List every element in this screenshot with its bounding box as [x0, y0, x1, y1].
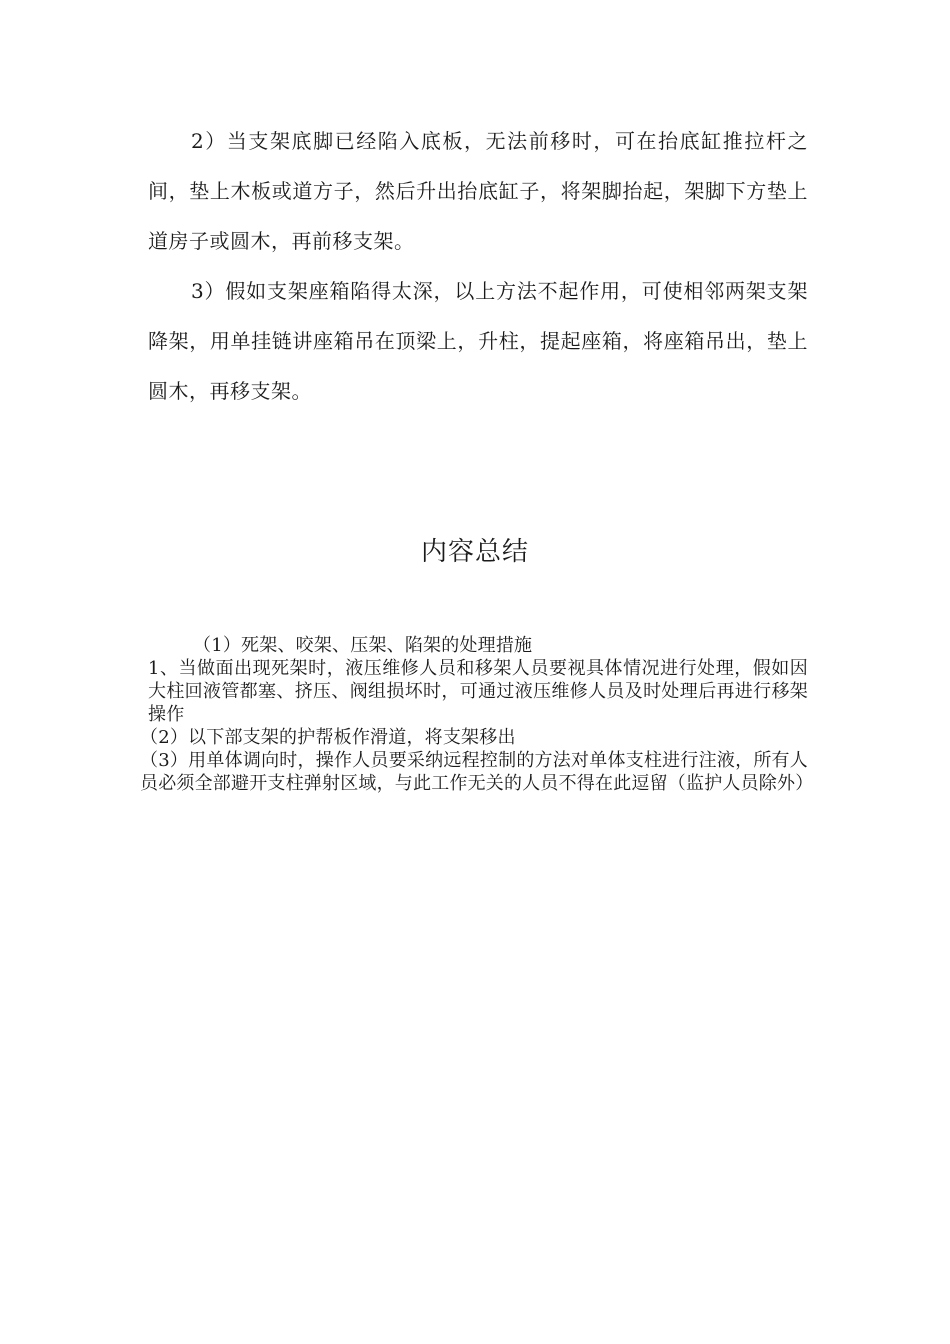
summary-line-heading: （1）死架、咬架、压架、陷架的处理措施 — [193, 635, 533, 656]
summary-line-3: （3）用单体调向时，操作人员要采纳远程控制的方法对单体支柱进行注液，所有人员必须全部避开支柱弹射区域，与此工作无关的人员不得在此逗留（监护人员除外） — [140, 750, 814, 794]
summary-title: 内容总结 — [420, 537, 529, 567]
summary-section — [140, 634, 814, 795]
summary-line-1: 1、当做面出现死架时，液压维修人员和移架人员要视具体情况进行处理，假如因大柱回液管都塞、挤压、阀组损坏时，可通过液压维修人员及时处理后再进行移架操作 — [148, 658, 808, 725]
body-section — [148, 116, 808, 416]
body-paragraph-3: 3）假如支架座箱陷得太深，以上方法不起作用，可使相邻两架支架降架，用单挂链讲座箱吊在顶梁上，升柱，提起座箱，将座箱吊出，垫上圆木，再移支架。 — [148, 279, 808, 403]
summary-line-2: （2）以下部支架的护帮板作滑道，将支架移出 — [140, 727, 516, 748]
body-paragraph-2: 2）当支架底脚已经陷入底板，无法前移时，可在抬底缸推拉杆之间，垫上木板或道方子，然后升出抬底缸子，将架脚抬起，架脚下方垫上道房子或圆木，再前移支架。 — [148, 129, 808, 253]
